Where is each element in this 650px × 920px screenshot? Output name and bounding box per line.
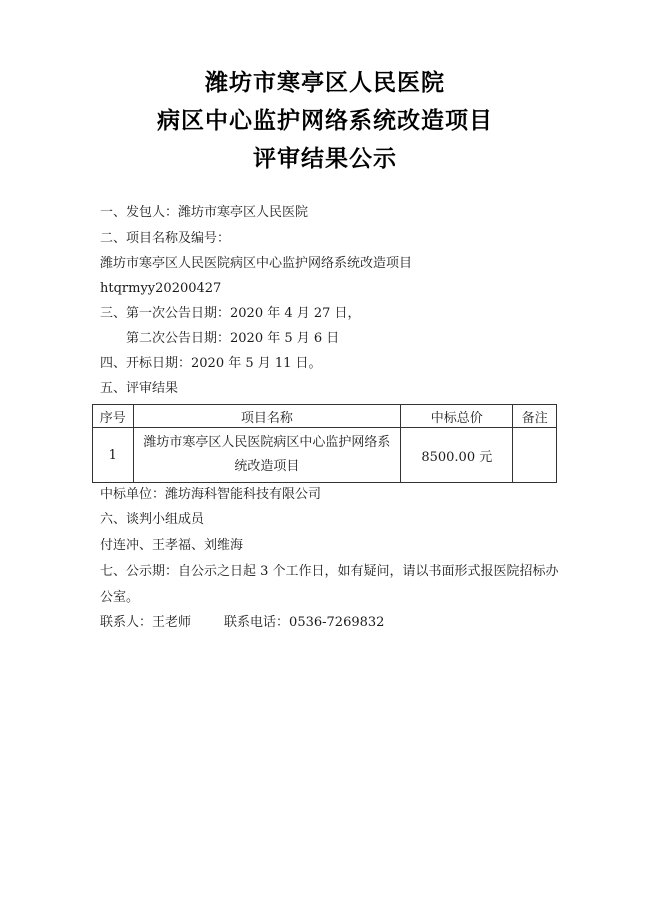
review-result-heading: 五、评审结果 [100,381,179,396]
announce-first-date: 三、第一次公告日期：2020 年 4 月 27 日， [100,306,361,321]
announce-second-date: 第二次公告日期：2020 年 5 月 6 日 [126,331,340,346]
table-header-row [93,405,557,428]
cell-project-name-line-1: 潍坊市寒亭区人民医院病区中心监护网络系 [143,435,391,450]
document-title-line-2: 病区中心监护网络系统改造项目 [157,108,493,134]
project-name: 潍坊市寒亭区人民医院病区中心监护网络系统改造项目 [100,256,413,271]
publicity-period-line-1: 七、公示期：自公示之日起 3 个工作日，如有疑问，请以书面形式报医院招标办 [100,564,559,579]
cell-project-name [133,428,401,483]
header-remark: 备注 [513,405,557,428]
publicity-period-line-2: 公室。 [100,590,140,605]
table-row [93,428,557,483]
panel-heading: 六、谈判小组成员 [100,512,205,527]
cell-no: 1 [93,428,134,483]
header-no: 序号 [93,405,134,428]
cell-remark [513,428,557,483]
result-table [92,404,557,483]
document-title-line-3: 评审结果公示 [253,146,397,172]
project-heading: 二、项目名称及编号： [100,231,231,246]
cell-bid-price: 8500.00 元 [401,428,513,483]
project-code: htqrmyy20200427 [100,281,222,296]
contact-line: 联系人：王老师 联系电话：0536-7269832 [100,615,385,630]
employer-line: 一、发包人：潍坊市寒亭区人民医院 [100,205,309,220]
panel-members: 付连冲、王孝福、刘维海 [100,538,244,553]
header-bid-price: 中标总价 [401,405,513,428]
document-title-line-1: 潍坊市寒亭区人民医院 [205,70,445,96]
cell-project-name-line-2: 统改造项目 [234,459,300,474]
winning-company: 中标单位：潍坊海科智能科技有限公司 [100,487,322,502]
header-project-name: 项目名称 [133,405,401,428]
bid-opening-date: 四、开标日期：2020 年 5 月 11 日。 [100,356,322,371]
